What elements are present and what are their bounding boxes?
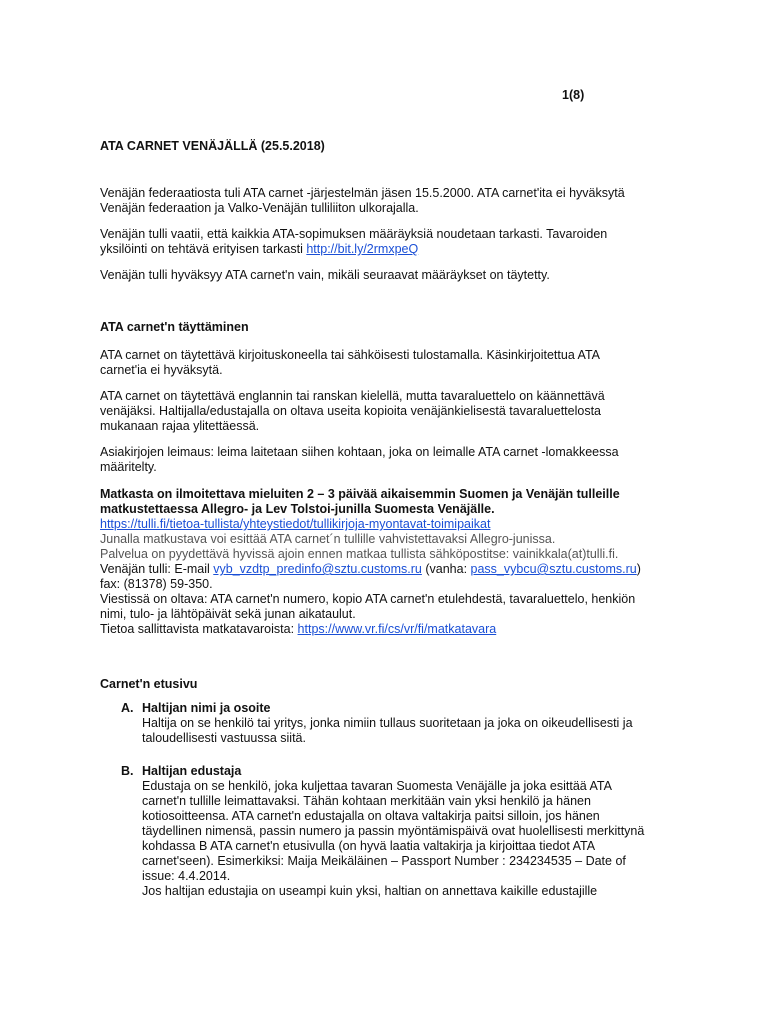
vr-luggage-link[interactable]: https://www.vr.fi/cs/vr/fi/matkatavara: [297, 622, 497, 636]
tulli-contacts-link[interactable]: https://tulli.fi/tietoa-tullista/yhteystiedot/tullikirjoja-myontavat-toimipaikat: [100, 517, 491, 531]
bitly-link[interactable]: http://bit.ly/2rmxpeQ: [306, 242, 419, 256]
item-a: Haltijan nimi ja osoite Haltija on se henkilö tai yritys, jonka nimiin tullaus suoritetaan ja joka on oikeudellisesti ja taloudellisesti vastuussa siitä.: [142, 701, 633, 745]
intro-paragraph-1: Venäjän federaatiosta tuli ATA carnet -järjestelmän jäsen 15.5.2000. ATA carnet'ita ei hyväksytä Venäjän federaation ja Valko-Venäjän tulliliiton ulkorajalla.: [100, 186, 625, 215]
contact-line: Venäjän tulli: E-mail vyb_vzdtp_predinfo@sztu.customs.ru (vanha: pass_vybcu@sztu.customs.ru): [100, 562, 641, 576]
notice-block: Matkasta on ilmoitettava mieluiten 2 – 3 päivää aikaisemmin Suomen ja Venäjän tulleille matkustettaessa Allegro- ja Lev Tolstoi-junilla Suomesta Venäjälle. https://tulli.fi/tietoa-tullista/yhteystiedot/tullikirjoja-myontavat-toimipaikat Junalla matkustava voi esittää ATA carnet´n tullille vahvistettavaksi Allegro-junissa. Palvelua on pyydettävä hyvissä ajoin ennen matkaa tullista sähköpostitse: vainikkala(at)tulli.fi. Venäjän tulli: E-mail vyb_vzdtp_predinfo@sztu.customs.ru (vanha: pass_vybcu@sztu.customs.ru) fax: (81378) 59-350. Viestissä on oltava: ATA carnet'n numero, kopio ATA carnet'n etulehdestä, tavaraluettelo, henkiön nimi, tulo- ja lähtöpäivät sekä junan aikataulut. Tietoa sallittavista matkatavaroista: https://www.vr.fi/cs/vr/fi/matkatavara: [100, 487, 680, 637]
luggage-info-line: Tietoa sallittavista matkatavaroista: https://www.vr.fi/cs/vr/fi/matkatavara: [100, 622, 497, 636]
intro-paragraph-3: Venäjän tulli hyväksyy ATA carnet'n vain, mikäli seuraavat määräykset on täytetty.: [100, 268, 550, 282]
fax-line: fax: (81378) 59-350.: [100, 577, 213, 591]
filling-paragraph-3: Asiakirjojen leimaus: leima laitetaan siihen kohtaan, joka on leimalle ATA carnet -lomakkeessa määritelty.: [100, 445, 619, 474]
item-letter-a: A.: [121, 701, 134, 715]
document-title: ATA CARNET VENÄJÄLLÄ (25.5.2018): [100, 139, 325, 153]
page-number: 1(8): [562, 88, 585, 102]
email-link-old[interactable]: pass_vybcu@sztu.customs.ru: [470, 562, 637, 576]
item-letter-b: B.: [121, 764, 134, 778]
intro-paragraph-2: Venäjän tulli vaatii, että kaikkia ATA-sopimuksen määräyksiä noudetaan tarkasti. Tavaroiden yksilöinti on tehtävä erityisen tarkasti http://bit.ly/2rmxpeQ: [100, 227, 608, 256]
email-link-new[interactable]: vyb_vzdtp_predinfo@sztu.customs.ru: [213, 562, 422, 576]
section-heading-front-page: Carnet'n etusivu: [100, 677, 198, 691]
section-heading-filling: ATA carnet'n täyttäminen: [100, 320, 249, 334]
item-b: Haltijan edustaja Edustaja on se henkilö, joka kuljettaa tavaran Suomesta Venäjälle ja joka esittää ATA carnet'n tullille leimattavaksi. Tähän kohtaan merkitään vain yksi henkilö ja hänen kotiosoitteensa. ATA carnet'n edustajalla on oltava valtakirja paitsi silloin, jos hänen täydellinen nimensä, passin numero ja passin myöntämispäivä ovat huolellisesti merkittynä kohdassa B ATA carnet'n etusivulla (on hyvä laatia valtakirja ja kirjoittaa tiedot ATA carnet'seen). Esimerkiksi: Maija Meikäläinen – Passport Number : 234234535 – Date of issue: 4.4.2014. Jos haltijan edustajia on useampi kuin yksi, haltian on annettava kaikille edustajille: [142, 764, 645, 898]
filling-paragraph-2: ATA carnet on täytettävä englannin tai ranskan kielellä, mutta tavaraluettelo on käännettävä venäjäksi. Haltijalla/edustajalla on oltava useita kopioita venäjänkielisestä tavaraluettelosta mukanaan rajaa ylitettäessä.: [100, 389, 605, 433]
filling-paragraph-1: ATA carnet on täytettävä kirjoituskoneella tai sähköisesti tulostamalla. Käsinkirjoitettua ATA carnet'ia ei hyväksytä.: [100, 348, 601, 377]
